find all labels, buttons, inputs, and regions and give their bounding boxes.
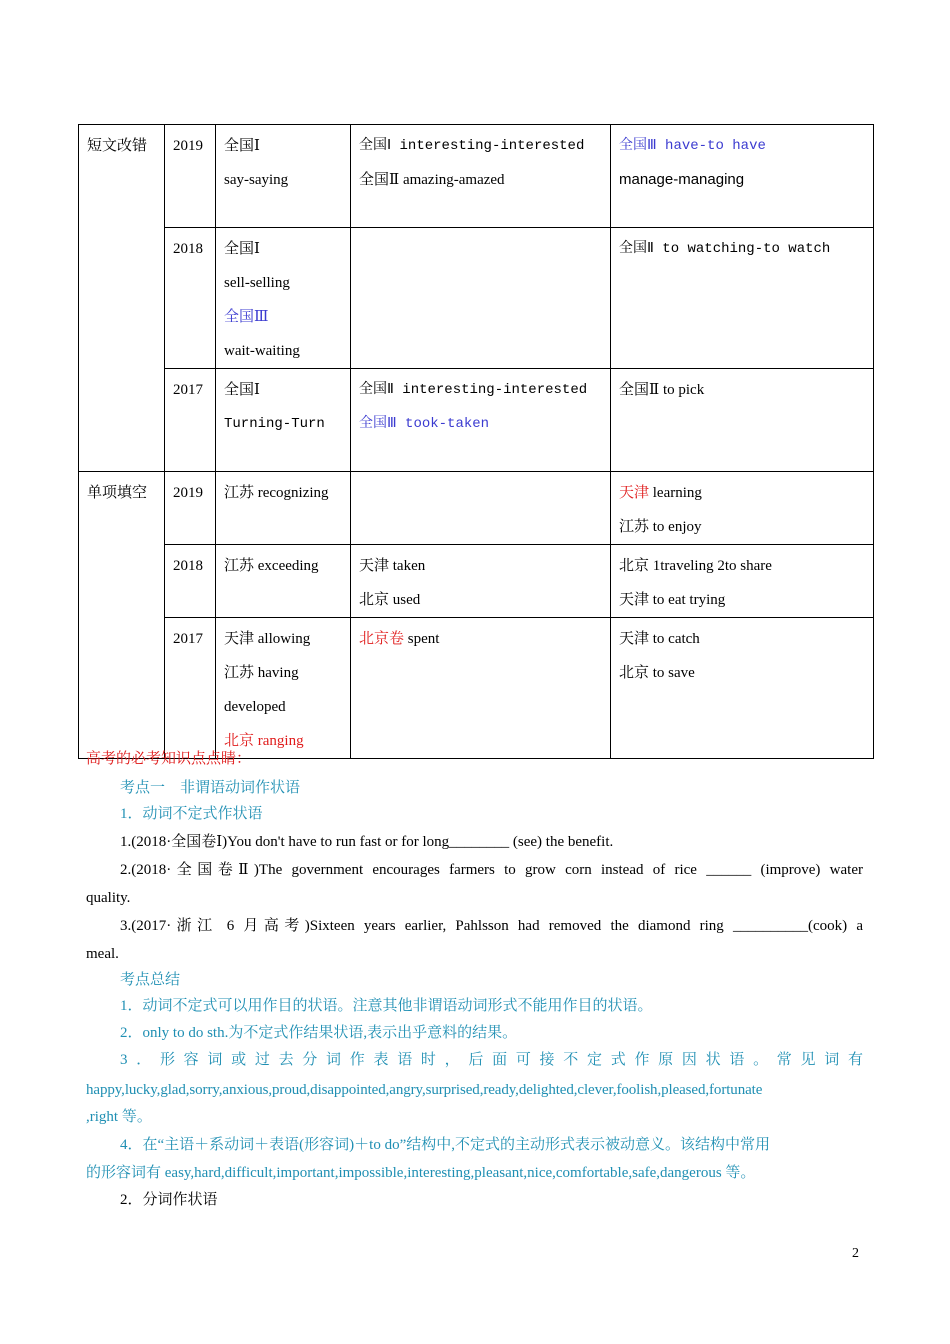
answer-cell xyxy=(611,228,874,369)
answer-line: 江苏 exceeding xyxy=(224,558,319,574)
answer-line: manage-managing xyxy=(619,171,745,188)
summary-3-line1: 3．形容词或过去分词作表语时，后面可接不定式作原因状语。常见词有 xyxy=(120,1052,863,1068)
answer-fragment: 天津 xyxy=(619,485,650,501)
table-row xyxy=(79,472,874,545)
answer-cell xyxy=(351,228,611,369)
answer-line: 全国Ⅰ xyxy=(224,382,260,398)
question-1: 1.(2018·全国卷Ⅰ)You don't have to run fast or for long________ (see) the benefit. xyxy=(120,834,614,850)
answer-cell xyxy=(351,125,611,228)
answer-line: 北京 to save xyxy=(619,665,695,681)
answer-line: developed xyxy=(224,699,286,715)
answer-fragment: spent xyxy=(404,631,440,647)
heading-red: 高考的必考知识点点睛： xyxy=(86,751,252,767)
answer-line: 全国Ⅲ have-to have xyxy=(619,138,766,154)
answer-cell xyxy=(216,545,351,618)
year-cell: 2017 xyxy=(165,369,216,472)
answer-line: 天津 to eat trying xyxy=(619,592,726,608)
answer-line: 全国Ⅰ interesting-interested xyxy=(359,138,585,154)
answer-cell xyxy=(351,545,611,618)
table-row xyxy=(79,618,874,759)
answer-cell xyxy=(216,618,351,759)
answer-line: 江苏 having xyxy=(224,665,299,681)
answer-line: 全国Ⅱ to pick xyxy=(619,382,705,398)
year-cell: 2018 xyxy=(165,545,216,618)
answer-line: 江苏 recognizing xyxy=(224,485,329,501)
answer-cell xyxy=(351,472,611,545)
sub1-title: 1．动词不定式作状语 xyxy=(120,806,263,822)
table-row xyxy=(79,545,874,618)
year-cell: 2018 xyxy=(165,228,216,369)
category-cell: 单项填空 xyxy=(79,472,165,759)
answer-line: 天津 to catch xyxy=(619,631,700,647)
answer-line: 全国Ⅲ xyxy=(224,309,269,325)
answer-line: 北京 ranging xyxy=(224,733,304,749)
answer-line: 全国Ⅰ xyxy=(224,241,260,257)
summary-title: 考点总结 xyxy=(120,972,181,988)
year-cell: 2019 xyxy=(165,472,216,545)
question-3-line1: 3.(2017·浙江 6 月高考)Sixteen years earlier, Pahlsson had removed the diamond ring __________(cook) a xyxy=(120,918,863,934)
page-number: 2 xyxy=(852,1246,859,1261)
answer-cell xyxy=(351,618,611,759)
answer-line: 全国Ⅰ xyxy=(224,138,260,154)
table-row xyxy=(79,228,874,369)
answer-line: 北京 1traveling 2to share xyxy=(619,558,772,574)
summary-3-line2: happy,lucky,glad,sorry,anxious,proud,disappointed,angry,surprised,ready,delighted,clever,foolish,pleased,fortunate xyxy=(86,1082,763,1098)
answer-line: 全国Ⅲ took-taken xyxy=(359,416,490,432)
answer-line xyxy=(359,622,602,656)
answer-cell xyxy=(611,125,874,228)
answer-line: 江苏 to enjoy xyxy=(619,519,702,535)
answer-cell xyxy=(216,472,351,545)
summary-2: 2．only to do sth.为不定式作结果状语,表示出乎意料的结果。 xyxy=(120,1025,518,1041)
answer-line: 全国Ⅱ interesting-interested xyxy=(359,382,588,398)
summary-1: 1．动词不定式可以用作目的状语。注意其他非谓语动词形式不能用作目的状语。 xyxy=(120,998,653,1014)
question-2-line1: 2.(2018·全国卷Ⅱ)The government encourages farmers to grow corn instead of rice ______ (improve) water xyxy=(120,862,863,878)
answer-cell xyxy=(611,545,874,618)
answer-cell xyxy=(611,369,874,472)
answer-cell xyxy=(216,228,351,369)
question-3-line2: meal. xyxy=(86,946,119,962)
category-cell: 短文改错 xyxy=(79,125,165,472)
answer-line: 全国Ⅱ to watching-to watch xyxy=(619,241,831,257)
answer-line: 全国Ⅱ amazing-amazed xyxy=(359,172,505,188)
year-cell: 2017 xyxy=(165,618,216,759)
answer-fragment: 北京卷 xyxy=(359,631,405,647)
point1-title: 考点一 非谓语动词作状语 xyxy=(120,780,301,796)
answer-line: wait-waiting xyxy=(224,343,300,359)
summary-3-line3: ,right 等。 xyxy=(86,1109,152,1125)
answer-line: say-saying xyxy=(224,172,289,188)
answer-line: 天津 allowing xyxy=(224,631,311,647)
year-cell: 2019 xyxy=(165,125,216,228)
summary-4-line2: 的形容词有 easy,hard,difficult,important,impossible,interesting,pleasant,nice,comfortable,safe,dangerous 等。 xyxy=(86,1165,756,1181)
answer-line xyxy=(619,476,865,510)
sub2-title: 2．分词作状语 xyxy=(120,1192,218,1208)
answer-fragment: learning xyxy=(649,485,702,501)
answer-cell xyxy=(351,369,611,472)
answer-cell xyxy=(611,618,874,759)
answer-line: sell-selling xyxy=(224,275,290,291)
answer-line: Turning-Turn xyxy=(224,416,325,432)
question-2-line2: quality. xyxy=(86,890,131,906)
answer-line: 北京 used xyxy=(359,592,421,608)
table-row xyxy=(79,369,874,472)
answer-cell xyxy=(611,472,874,545)
summary-4-line1: 4．在“主语＋系动词＋表语(形容词)＋to do”结构中,不定式的主动形式表示被动意义。该结构中常用 xyxy=(120,1137,770,1153)
table-row xyxy=(79,125,874,228)
exam-table xyxy=(78,124,874,759)
answer-cell xyxy=(216,125,351,228)
answer-line: 天津 taken xyxy=(359,558,426,574)
answer-cell xyxy=(216,369,351,472)
